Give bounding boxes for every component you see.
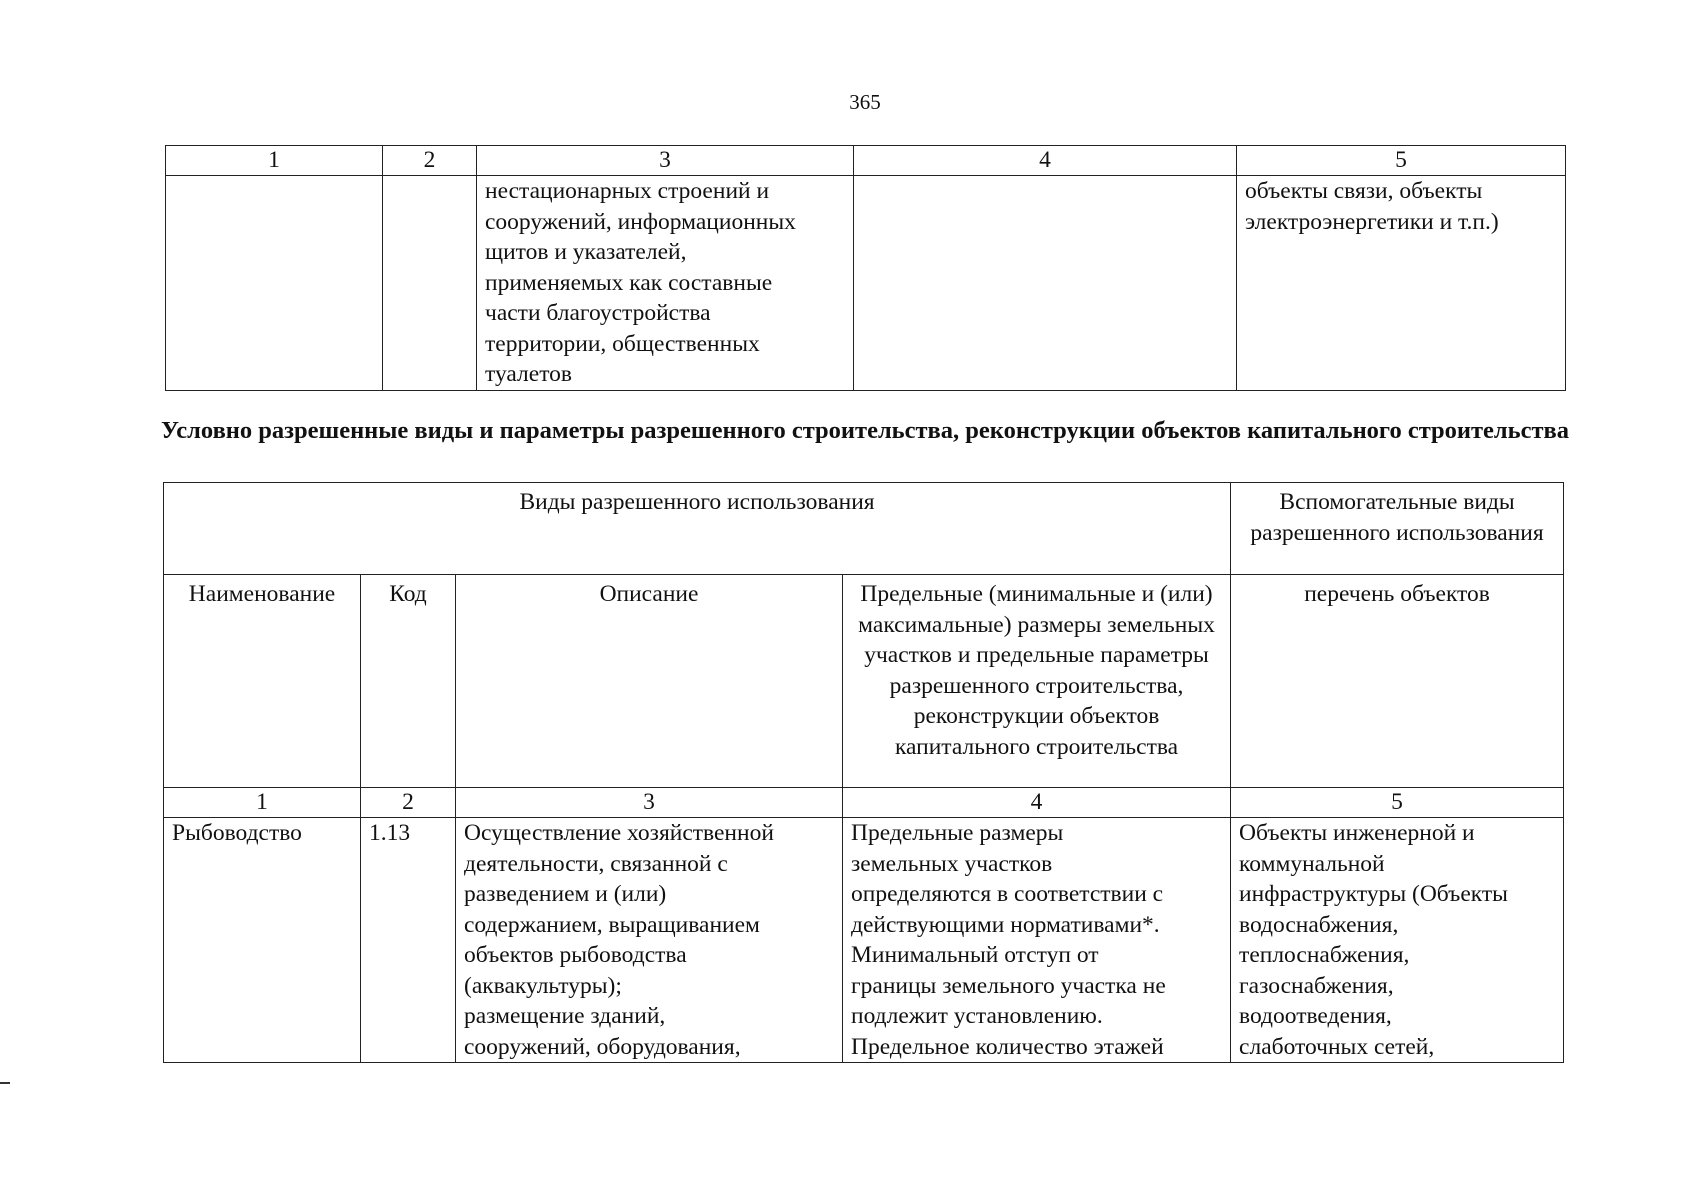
column-number: 1 (166, 146, 383, 176)
column-number: 4 (854, 146, 1237, 176)
table-header-row (166, 146, 1566, 176)
column-number: 3 (456, 788, 843, 818)
group-header-aux: Вспомогательные виды разрешенного использования (1231, 483, 1564, 575)
cell-limits: Предельные размеры земельных участков определяются в соответствии с действующими нормативами*. Минимальный отступ от границы земельного участка не подлежит установлению. Предельное количество этажей (843, 818, 1231, 1063)
margin-mark (0, 1082, 10, 1084)
cell-description: нестационарных строений и сооружений, информационных щитов и указателей, применяемых как составные части благоустройства территории, общественных туалетов (477, 176, 854, 391)
table-row (164, 818, 1564, 1063)
table-row (166, 176, 1566, 391)
section-heading: Условно разрешенные виды и параметры разрешенного строительства, реконструкции объектов капитального строительства (160, 417, 1570, 444)
header-limits: Предельные (минимальные и (или) максимальные) размеры земельных участков и предельные параметры разрешенного строительства, реконструкции объектов капитального строительства (843, 575, 1231, 788)
conditional-use-table (163, 482, 1564, 1063)
group-header-row (164, 483, 1564, 575)
cell-objects: Объекты инженерной и коммунальной инфраструктуры (Объекты водоснабжения, теплоснабжения, газоснабжения, водоотведения, слаботочных сетей, (1231, 818, 1564, 1063)
page-number: 365 (849, 90, 881, 114)
cell-description: Осуществление хозяйственной деятельности, связанной с разведением и (или) содержанием, выращиванием объектов рыбоводства (аквакультуры); размещение зданий, сооружений, оборудования, (456, 818, 843, 1063)
column-number: 2 (361, 788, 456, 818)
column-number: 4 (843, 788, 1231, 818)
group-header-main: Виды разрешенного использования (164, 483, 1231, 575)
column-number: 2 (383, 146, 477, 176)
header-name: Наименование (164, 575, 361, 788)
column-number: 5 (1237, 146, 1566, 176)
column-number: 5 (1231, 788, 1564, 818)
column-header-row (164, 575, 1564, 788)
cell-code (383, 176, 477, 391)
cell-limits (854, 176, 1237, 391)
column-number-row (164, 788, 1564, 818)
cell-code: 1.13 (361, 818, 456, 1063)
cell-name (166, 176, 383, 391)
header-code: Код (361, 575, 456, 788)
column-number: 1 (164, 788, 361, 818)
header-description: Описание (456, 575, 843, 788)
cell-objects: объекты связи, объекты электроэнергетики и т.п.) (1237, 176, 1566, 391)
continuation-table (165, 145, 1566, 391)
column-number: 3 (477, 146, 854, 176)
cell-name: Рыбоводство (164, 818, 361, 1063)
header-objects: перечень объектов (1231, 575, 1564, 788)
